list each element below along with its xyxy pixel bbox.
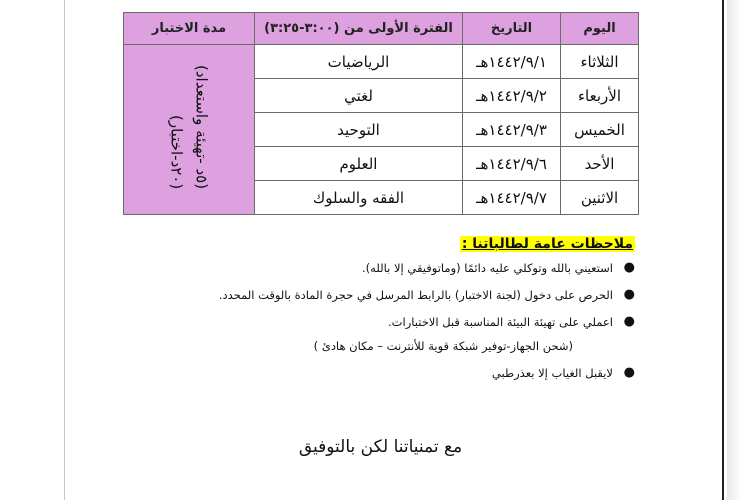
row-day: الثلاثاء <box>561 45 639 79</box>
bullet-icon: ● <box>623 260 635 275</box>
bullet-icon: ● <box>623 287 635 302</box>
row-date: ١٤٤٢/٩/٧هـ <box>463 181 561 215</box>
row-date: ١٤٤٢/٩/٣هـ <box>463 113 561 147</box>
page-border-left <box>64 0 65 500</box>
row-date: ١٤٤٢/٩/١هـ <box>463 45 561 79</box>
row-subject: التوحيد <box>255 113 463 147</box>
row-day: الأحد <box>561 147 639 181</box>
notes-title: ملاحظات عامة لطالباتنا : <box>461 236 633 252</box>
duration-prep-text: (٥د -تهيئة واستعداد) <box>192 65 211 190</box>
list-item <box>115 260 635 276</box>
duration-exam-text: (٢٠د-اختبار) <box>167 115 186 190</box>
note-text: اعملي على تهيئة البيئة المناسبة قبل الاختبارات. <box>388 315 613 329</box>
row-date: ١٤٤٢/٩/٦هـ <box>463 147 561 181</box>
duration-cell <box>124 45 255 215</box>
header-period: الفترة الأولى من (٣:٠٠-٣:٢٥) <box>255 13 463 45</box>
row-day: الخميس <box>561 113 639 147</box>
note-subtext: (شحن الجهاز-توفير شبكة قوية للأنترنت – مكان هادئ ) <box>313 339 573 353</box>
row-date: ١٤٤٢/٩/٢هـ <box>463 79 561 113</box>
header-date: التاريخ <box>463 13 561 45</box>
row-subject: العلوم <box>255 147 463 181</box>
table-row <box>124 45 639 79</box>
row-day: الاثنين <box>561 181 639 215</box>
row-subject: الرياضيات <box>255 45 463 79</box>
page-edge-shadow <box>727 0 741 500</box>
general-notes <box>115 233 635 392</box>
list-item <box>115 365 635 381</box>
closing-wish: مع تمنياتنا لكن بالتوفيق <box>298 437 463 457</box>
note-text: الحرص على دخول (لجنة الاختبار) بالرابط المرسل في حجرة المادة بالوقت المحدد. <box>218 288 613 302</box>
table-header-row <box>124 13 639 45</box>
list-item <box>115 287 635 303</box>
row-subject: الفقه والسلوك <box>255 181 463 215</box>
list-item <box>115 314 635 354</box>
notes-list <box>115 260 635 381</box>
exam-schedule-table <box>123 12 639 215</box>
row-day: الأربعاء <box>561 79 639 113</box>
bullet-icon: ● <box>623 365 635 380</box>
header-day: اليوم <box>561 13 639 45</box>
page-border-right <box>722 0 724 500</box>
header-duration: مدة الاختبار <box>124 13 255 45</box>
note-text: استعيني بالله وتوكلي عليه دائمًا (وماتوفيقي إلا بالله). <box>362 261 613 275</box>
note-text: لايقبل الغياب إلا بعذرطبي <box>491 366 613 380</box>
row-subject: لغتي <box>255 79 463 113</box>
bullet-icon: ● <box>623 314 635 329</box>
